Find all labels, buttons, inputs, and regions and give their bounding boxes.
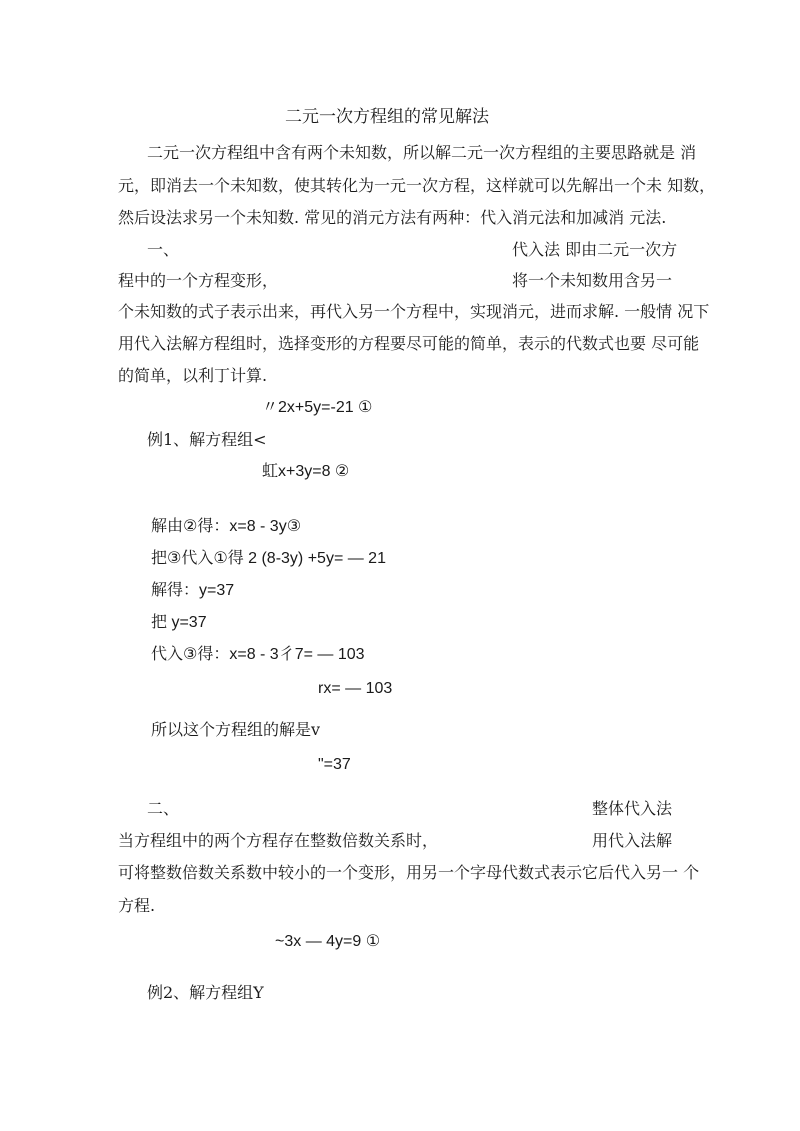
section-1-line-2-left: 程中的一个方程变形， (118, 271, 279, 290)
example-1-conclusion: 所以这个方程组的解是v (151, 720, 321, 739)
example-1-y-value: "=37 (318, 756, 351, 773)
example-1-step-3: 解得：y=37 (151, 582, 235, 599)
example-2-equation-1: ~3x — 4y=9 ① (275, 933, 381, 950)
page-title: 二元一次方程组的常见解法 (285, 107, 489, 127)
example-2-label: 例2、解方程组Y (147, 983, 264, 1002)
intro-line-2: 元，即消去一个未知数，使其转化为一元一次方程，这样就可以先解出一个未 知数， (118, 176, 716, 195)
section-2-line-3: 可将整数倍数关系数中较小的一个变形，用另一个字母代数式表示它后代入另一 个 (118, 863, 700, 882)
section-1-number: 一、 (147, 240, 180, 259)
section-2-heading: 整体代入法 (592, 799, 673, 818)
intro-line-3: 然后设法求另一个未知数. 常见的消元方法有两种：代入消元法和加减消 元法. (118, 208, 667, 227)
section-2-line-4: 方程. (118, 896, 156, 915)
section-1-line-4: 用代入法解方程组时，选择变形的方程要尽可能的简单，表示的代数式也要 尽可能 (118, 334, 700, 353)
example-1-step-1: 解由②得：x=8 - 3y③ (151, 518, 302, 535)
example-1-step-6: rx= — 103 (318, 680, 393, 697)
intro-line-1: 二元一次方程组中含有两个未知数，所以解二元一次方程组的主要思路就是 消 (147, 143, 697, 162)
section-1-heading: 代入法 即由二元一次方 (512, 240, 678, 259)
section-2-number: 二、 (147, 799, 180, 818)
example-1-equation-1: 〃2x+5y=-21 ① (262, 399, 373, 416)
example-1-equation-2: 虹x+3y=8 ② (262, 463, 350, 480)
section-1-line-5: 的简单，以利丁计算. (118, 366, 268, 385)
example-1-label: 例1、解方程组< (147, 430, 267, 449)
section-2-line-2-right: 用代入法解 (592, 831, 673, 850)
example-1-step-2: 把③代入①得 2 (8-3y) +5y= — 21 (151, 550, 386, 567)
example-1-step-5: 代入③得：x=8 - 3彳7= — 103 (151, 646, 365, 663)
example-1-step-4: 把 y=37 (151, 614, 207, 631)
section-1-line-2-right: 将一个未知数用含另一 (512, 271, 673, 290)
section-2-line-2-left: 当方程组中的两个方程存在整数倍数关系时， (118, 831, 439, 850)
section-1-line-3: 个未知数的式子表示出来，再代入另一个方程中，实现消元，进而求解. 一般情 况下 (118, 302, 710, 321)
